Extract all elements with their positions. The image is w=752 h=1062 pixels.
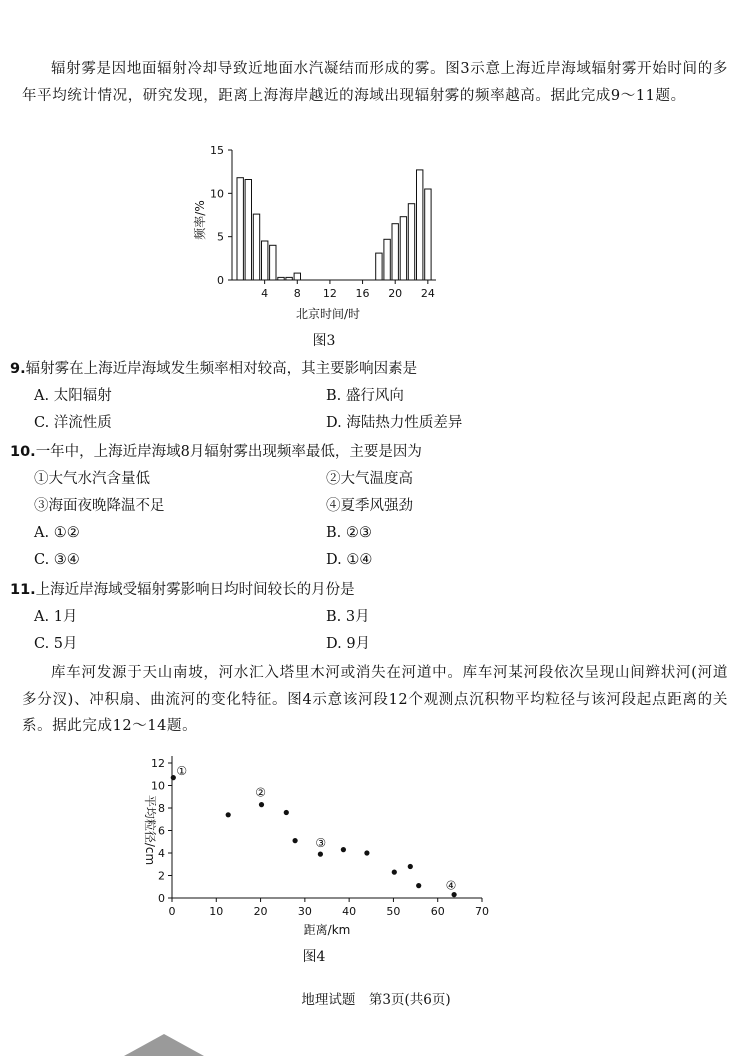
fig3-x-tick-label: 24 (420, 287, 435, 300)
fig4-y-tick-label: 10 (151, 779, 165, 793)
fig4-data-point (226, 812, 231, 817)
fig3-bar (270, 245, 276, 280)
fig3-x-tick-label: 8 (293, 287, 301, 300)
fig3-x-tick-label: 12 (322, 287, 337, 300)
intro-paragraph-2: 库车河发源于天山南坡，河水汇入塔里木河或消失在河道中。库车河某河段依次呈现山间辫状河(河道多分汊)、冲积扇、曲流河的变化特征。图4示意该河段12个观测点沉积物平均粒径与该河段起点距离的关系。据此完成12～14题。 (22, 665, 728, 734)
fig4-data-point (318, 852, 323, 857)
fig4-x-tick-label: 60 (430, 905, 445, 918)
fig4-y-tick-label: 12 (151, 757, 165, 770)
fig3-bar (278, 277, 284, 280)
fig4-point-annotation: ① (176, 763, 188, 778)
fig4-x-label: 距离/km (303, 923, 351, 937)
q9-option-a[interactable]: A. 太阳辐射 (34, 388, 112, 404)
decorative-triangle (124, 1034, 204, 1056)
intro-paragraph-1: 辐射雾是因地面辐射冷却导致近地面水汽凝结而形成的雾。图3示意上海近岸海域辐射雾开始时间的多年平均统计情况，研究发现，距离上海海岸越近的海域出现辐射雾的频率越高。据此完成9～11题。 (22, 61, 728, 104)
fig4-data-point (284, 810, 289, 815)
question-9-number: 9. (10, 361, 26, 377)
figure-4-caption: 图4 (302, 949, 326, 965)
fig3-bar (392, 224, 398, 280)
q10-statement-1: ①大气水汽含量低 (34, 471, 150, 487)
fig3-bar (262, 241, 268, 280)
q10-statement-4: ④夏季风强劲 (326, 498, 413, 514)
fig3-bar (237, 178, 243, 280)
fig4-x-tick-label: 40 (342, 905, 357, 918)
fig4-point-annotation: ④ (445, 878, 457, 893)
fig4-y-tick-label: 8 (158, 802, 165, 815)
q10-statement-2: ②大气温度高 (326, 471, 413, 487)
question-11-number: 11. (10, 582, 36, 598)
q10-option-b[interactable]: B. ②③ (326, 525, 372, 541)
q10-option-a[interactable]: A. ①② (34, 525, 80, 541)
figure-4-scatter-chart (130, 748, 510, 940)
q10-option-c[interactable]: C. ③④ (34, 552, 80, 568)
fig3-y-tick-label: 10 (210, 187, 224, 201)
q11-option-d[interactable]: D. 9月 (326, 636, 371, 652)
fig3-bar (245, 180, 251, 281)
fig4-data-point (408, 864, 413, 869)
fig4-data-point (259, 802, 264, 807)
fig3-bar (384, 239, 390, 280)
fig4-y-tick-label: 6 (158, 824, 165, 838)
fig3-bar (253, 214, 259, 280)
fig4-point-annotation: ② (255, 785, 266, 800)
fig4-data-point (392, 870, 397, 875)
fig3-y-tick-label: 15 (210, 144, 224, 157)
question-10-number: 10. (10, 444, 36, 460)
q10-option-d[interactable]: D. ①④ (326, 552, 373, 568)
question-11-text: 上海近岸海域受辐射雾影响日均时间较长的月份是 (35, 582, 355, 598)
q9-option-d[interactable]: D. 海陆热力性质差异 (326, 415, 463, 431)
fig3-bar (376, 253, 382, 280)
fig3-bar (408, 204, 414, 280)
q11-option-b[interactable]: B. 3月 (326, 609, 370, 625)
fig4-y-tick-label: 4 (158, 847, 165, 860)
fig4-data-point (293, 838, 298, 843)
question-10-text: 一年中，上海近岸海域8月辐射雾出现频率最低，主要是因为 (35, 444, 422, 460)
fig4-y-tick-label: 0 (158, 892, 165, 905)
fig4-x-tick-label: 0 (168, 905, 176, 918)
fig4-y-tick-label: 2 (158, 869, 165, 883)
fig4-point-annotation: ③ (315, 835, 327, 850)
fig4-x-tick-label: 70 (475, 905, 489, 918)
fig4-data-point (341, 847, 346, 852)
fig3-x-tick-label: 16 (355, 287, 370, 300)
fig3-bar (294, 273, 300, 280)
question-10-stem (10, 441, 422, 463)
fig4-data-point (452, 892, 457, 897)
q9-option-b[interactable]: B. 盛行风向 (326, 388, 404, 404)
fig4-data-point (364, 850, 369, 855)
figure-3-caption: 图3 (312, 333, 336, 349)
q10-statement-3: ③海面夜晚降温不足 (34, 498, 165, 514)
fig4-x-tick-label: 10 (209, 905, 224, 918)
question-11-stem (10, 579, 355, 601)
fig4-data-point (416, 883, 421, 888)
fig4-x-tick-label: 20 (253, 905, 268, 918)
fig3-y-tick-label: 5 (217, 230, 224, 244)
fig3-x-tick-label: 20 (388, 287, 403, 300)
q9-option-c[interactable]: C. 洋流性质 (34, 415, 112, 431)
q11-option-a[interactable]: A. 1月 (34, 609, 78, 625)
fig3-bar (286, 277, 292, 280)
fig4-x-tick-label: 50 (386, 905, 401, 918)
figure-3-bar-chart (190, 140, 460, 330)
fig4-x-tick-label: 30 (297, 905, 312, 918)
fig3-bar (400, 217, 406, 280)
q11-option-c[interactable]: C. 5月 (34, 636, 78, 652)
fig4-y-label: 平均粒径/cm (143, 794, 157, 866)
fig3-y-label: 频率/% (193, 200, 207, 240)
fig3-bar (425, 189, 431, 280)
fig3-x-label: 北京时间/时 (295, 307, 361, 321)
question-9-text: 辐射雾在上海近岸海域发生频率相对较高，其主要影响因素是 (25, 361, 418, 377)
fig4-data-point (171, 775, 176, 780)
fig3-x-tick-label: 4 (261, 287, 269, 300)
fig3-bar (417, 170, 423, 280)
page-footer: 地理试题 第3页(共6页) (301, 992, 451, 1008)
fig3-y-tick-label: 0 (217, 274, 224, 287)
question-9-stem (10, 358, 417, 380)
